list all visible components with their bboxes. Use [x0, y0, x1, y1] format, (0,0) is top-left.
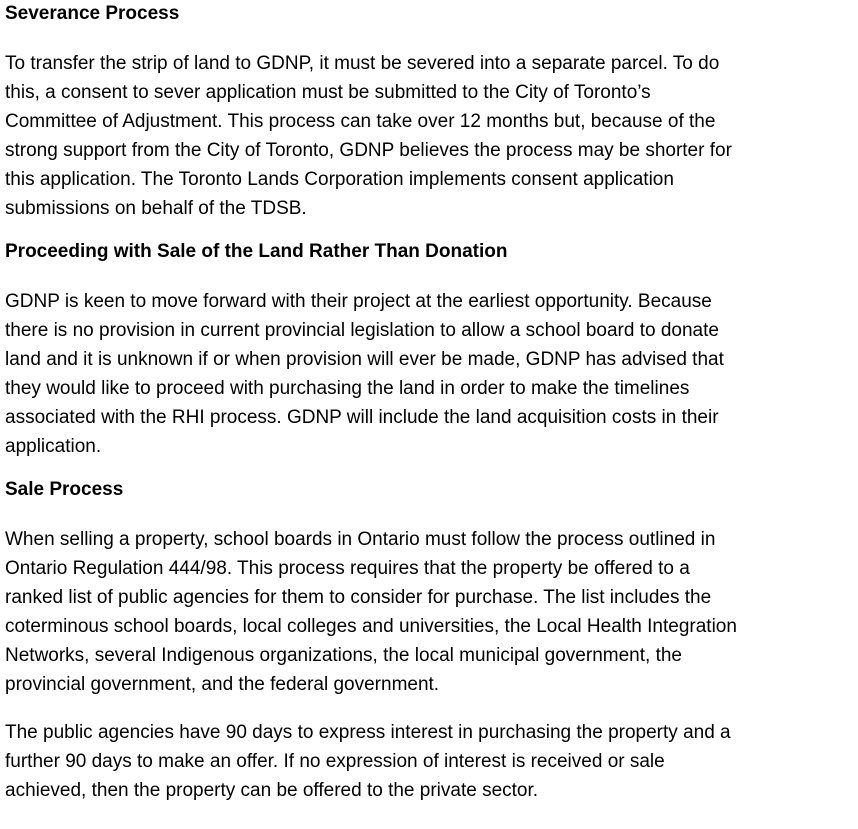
- paragraph-line: GDNP is keen to move forward with their project at the earliest opportunity. Because: [5, 291, 712, 312]
- paragraph-line: coterminous school boards, local colleges and universities, the Local Health Integration: [5, 616, 737, 637]
- section-heading-sale-process: Sale Process: [5, 479, 124, 500]
- paragraph-line: Ontario Regulation 444/98. This process requires that the property be offered to a: [5, 558, 690, 579]
- paragraph-line: The public agencies have 90 days to express interest in purchasing the property and a: [5, 722, 731, 743]
- paragraph-line: provincial government, and the federal government.: [5, 674, 440, 695]
- paragraph-line: land and it is unknown if or when provision will ever be made, GDNP has advised that: [5, 349, 724, 370]
- paragraph-line: ranked list of public agencies for them to consider for purchase. The list includes the: [5, 587, 712, 608]
- section-heading-sale-rather-than-donation: Proceeding with Sale of the Land Rather Than Donation: [5, 241, 508, 262]
- paragraph-line: further 90 days to make an offer. If no expression of interest is received or sale: [5, 751, 665, 772]
- paragraph-sale-process-1: [5, 525, 805, 699]
- paragraph-severance-process: [5, 49, 805, 223]
- paragraph-line: To transfer the strip of land to GDNP, it must be severed into a separate parcel. To do: [5, 53, 720, 74]
- paragraph-sale-rather-than-donation: [5, 287, 805, 461]
- paragraph-line: Committee of Adjustment. This process can take over 12 months but, because of the: [5, 111, 716, 132]
- paragraph-line: When selling a property, school boards in Ontario must follow the process outlined in: [5, 529, 716, 550]
- paragraph-line: achieved, then the property can be offered to the private sector.: [5, 780, 539, 801]
- paragraph-line: associated with the RHI process. GDNP will include the land acquisition costs in their: [5, 407, 719, 428]
- paragraph-line: submissions on behalf of the TDSB.: [5, 198, 307, 219]
- section-heading-severance-process: Severance Process: [5, 3, 180, 24]
- paragraph-line: Networks, several Indigenous organizations, the local municipal government, the: [5, 645, 682, 666]
- paragraph-line: this, a consent to sever application must be submitted to the City of Toronto’s: [5, 82, 651, 103]
- paragraph-line: they would like to proceed with purchasing the land in order to make the timelines: [5, 378, 690, 399]
- paragraph-line: strong support from the City of Toronto, GDNP believes the process may be shorter for: [5, 140, 732, 161]
- paragraph-line: application.: [5, 436, 102, 457]
- paragraph-line: this application. The Toronto Lands Corporation implements consent application: [5, 169, 674, 190]
- paragraph-sale-process-2: [5, 718, 805, 805]
- paragraph-line: there is no provision in current provincial legislation to allow a school board to donate: [5, 320, 719, 341]
